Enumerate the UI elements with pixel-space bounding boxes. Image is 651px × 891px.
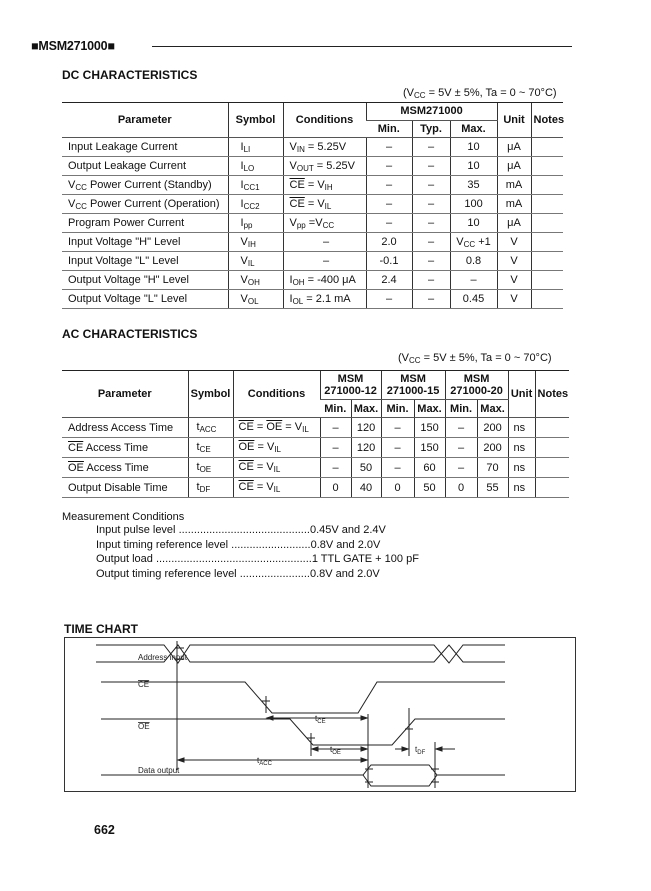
dc-cell-unit: μA	[497, 214, 531, 233]
page-number: 662	[94, 823, 115, 837]
ac-cell-value: 40	[351, 478, 381, 498]
dc-cell-notes	[531, 214, 563, 233]
dc-header-max: Max.	[450, 120, 497, 138]
ac-cell-value: 120	[351, 418, 381, 438]
dc-cell-max: –	[450, 271, 497, 290]
dc-cell-unit: V	[497, 252, 531, 271]
ac-header-parameter: Parameter	[62, 371, 188, 418]
ac-header-max-12: Max.	[351, 400, 381, 418]
ac-cell-conditions: $\overline{OE} = V_{IL}$	[233, 438, 320, 458]
dc-table-row	[62, 233, 563, 252]
ac-cell-value: –	[320, 418, 351, 438]
dc-cell-symbol: $V_{OH}$	[228, 271, 283, 290]
ac-header-max-20: Max.	[477, 400, 508, 418]
dc-cell-symbol: $V_{IH}$	[228, 233, 283, 252]
dc-cell-typ: –	[412, 233, 450, 252]
dc-table-row	[62, 138, 563, 157]
ac-cell-value: 0	[381, 478, 414, 498]
dc-cell-min: -0.1	[366, 252, 412, 271]
dc-cell-max: 35	[450, 176, 497, 195]
dc-cell-symbol: $I_{pp}$	[228, 214, 283, 233]
ac-cell-conditions: $\overline{CE} = \overline{OE} = V_{IL}$	[233, 418, 320, 438]
dc-cell-parameter: Input Voltage "L" Level	[62, 252, 228, 271]
tdf-label: $t_{DF}$	[415, 745, 426, 756]
ac-table-row	[62, 438, 569, 458]
ac-cell-value: 120	[351, 438, 381, 458]
dc-cell-typ: –	[412, 138, 450, 157]
dc-cell-symbol: $V_{IL}$	[228, 252, 283, 271]
dc-cell-parameter: Output Voltage "H" Level	[62, 271, 228, 290]
dc-cell-typ: –	[412, 176, 450, 195]
dc-cell-typ: –	[412, 252, 450, 271]
ac-cell-unit: ns	[508, 458, 535, 478]
ac-cell-parameter: $\overline{CE}$ Access Time	[62, 438, 188, 458]
dc-cell-max: $V_{CC} +1$	[450, 233, 497, 252]
dc-table-row	[62, 195, 563, 214]
ac-header-min-15: Min.	[381, 400, 414, 418]
dc-header-typ: Typ.	[412, 120, 450, 138]
ac-header-min-12: Min.	[320, 400, 351, 418]
ac-cell-value: –	[381, 458, 414, 478]
dc-cell-symbol: $I_{CC1}$	[228, 176, 283, 195]
part-number-header: ■MSM271000■	[31, 39, 115, 53]
dc-table-row	[62, 271, 563, 290]
ac-cell-value: –	[320, 458, 351, 478]
dc-cell-conditions: –	[283, 233, 366, 252]
dc-cell-parameter: Output Voltage "L" Level	[62, 290, 228, 309]
dc-cell-notes	[531, 176, 563, 195]
dc-cell-conditions: $\overline{CE} = V_{IL}$	[283, 195, 366, 214]
dc-cell-min: –	[366, 290, 412, 309]
dc-header-unit: Unit	[497, 103, 531, 138]
dc-header-parameter: Parameter	[62, 103, 228, 138]
ac-header-group-20: MSM 271000-20	[445, 371, 508, 400]
ac-cell-value: 50	[414, 478, 445, 498]
ac-cell-value: –	[320, 438, 351, 458]
ac-cell-parameter: Address Access Time	[62, 418, 188, 438]
dc-conditions: ($V_{CC} = 5V \pm 5\%$, Ta = 0 ~ 70°C)	[403, 87, 557, 100]
dc-cell-parameter: $V_{CC}$ Power Current (Operation)	[62, 195, 228, 214]
dc-cell-min: 2.4	[366, 271, 412, 290]
oe-label: OE	[138, 722, 150, 731]
ac-cell-parameter: $\overline{OE}$ Access Time	[62, 458, 188, 478]
dc-cell-unit: μA	[497, 157, 531, 176]
dc-table-row	[62, 176, 563, 195]
dc-cell-typ: –	[412, 195, 450, 214]
dc-header-min: Min.	[366, 120, 412, 138]
measurement-conditions	[62, 511, 419, 581]
address-input-label: Address input	[138, 653, 187, 662]
dc-cell-conditions: $\overline{CE} = V_{IH}$	[283, 176, 366, 195]
dc-cell-parameter: Program Power Current	[62, 214, 228, 233]
dc-cell-max: 0.45	[450, 290, 497, 309]
measurement-title: Measurement Conditions	[62, 511, 185, 523]
dc-title: DC CHARACTERISTICS	[62, 68, 198, 82]
time-chart-diagram	[65, 638, 575, 791]
dc-cell-notes	[531, 157, 563, 176]
dc-cell-symbol: $I_{CC2}$	[228, 195, 283, 214]
ac-cell-unit: ns	[508, 418, 535, 438]
ac-cell-value: –	[381, 418, 414, 438]
dc-cell-conditions: $V_{IN} = 5.25V$	[283, 138, 366, 157]
dc-table-row	[62, 290, 563, 309]
ac-cell-value: 70	[477, 458, 508, 478]
dc-cell-conditions: $V_{pp} =V_{CC}$	[283, 214, 366, 233]
ac-header-notes: Notes	[535, 371, 569, 418]
dc-cell-min: –	[366, 214, 412, 233]
ac-cell-value: 200	[477, 438, 508, 458]
ac-header-group-15: MSM 271000-15	[381, 371, 445, 400]
ac-header-symbol: Symbol	[188, 371, 233, 418]
ac-cell-value: –	[381, 438, 414, 458]
ac-table-row	[62, 478, 569, 498]
ac-cell-notes	[535, 438, 569, 458]
ac-cell-notes	[535, 418, 569, 438]
dc-cell-conditions: $V_{OUT} = 5.25V$	[283, 157, 366, 176]
ac-cell-conditions: $\overline{CE} = V_{IL}$	[233, 478, 320, 498]
ac-cell-value: –	[445, 458, 477, 478]
ac-cell-value: –	[445, 418, 477, 438]
dc-cell-symbol: $V_{OL}$	[228, 290, 283, 309]
ac-cell-notes	[535, 458, 569, 478]
dc-cell-notes	[531, 252, 563, 271]
dc-cell-typ: –	[412, 290, 450, 309]
ac-cell-value: 60	[414, 458, 445, 478]
dc-cell-notes	[531, 233, 563, 252]
dc-cell-parameter: $V_{CC}$ Power Current (Standby)	[62, 176, 228, 195]
dc-cell-min: –	[366, 157, 412, 176]
measurement-item: Output timing reference level ....................... 0.8V and 2.0V	[96, 567, 380, 580]
dc-table-row	[62, 157, 563, 176]
dc-cell-parameter: Output Leakage Current	[62, 157, 228, 176]
ac-cell-value: 150	[414, 418, 445, 438]
dc-cell-unit: mA	[497, 195, 531, 214]
ac-header-unit: Unit	[508, 371, 535, 418]
dc-cell-min: –	[366, 176, 412, 195]
ac-cell-value: 50	[351, 458, 381, 478]
measurement-item: Input timing reference level .......................... 0.8V and 2.0V	[96, 538, 381, 551]
dc-cell-min: 2.0	[366, 233, 412, 252]
dc-cell-conditions: –	[283, 252, 366, 271]
dc-cell-conditions: $I_{OL} = 2.1$ mA	[283, 290, 366, 309]
toe-label: $t_{OE}$	[330, 745, 341, 756]
dc-cell-max: 100	[450, 195, 497, 214]
dc-cell-symbol: $I_{LI}$	[228, 138, 283, 157]
dc-cell-parameter: Input Leakage Current	[62, 138, 228, 157]
dc-cell-typ: –	[412, 271, 450, 290]
dc-cell-conditions: $I_{OH} = -400$ μA	[283, 271, 366, 290]
dc-cell-max: 10	[450, 157, 497, 176]
dc-cell-max: 10	[450, 214, 497, 233]
ac-table-row	[62, 458, 569, 478]
dc-header-group: MSM271000	[366, 103, 497, 121]
dc-cell-min: –	[366, 138, 412, 157]
tacc-label: $t_{ACC}$	[257, 756, 272, 767]
ac-cell-notes	[535, 478, 569, 498]
ac-title: AC CHARACTERISTICS	[62, 327, 198, 341]
ac-cell-value: 150	[414, 438, 445, 458]
dc-cell-typ: –	[412, 157, 450, 176]
dc-cell-unit: V	[497, 290, 531, 309]
ac-cell-unit: ns	[508, 478, 535, 498]
measurement-item: Input pulse level ........................................... 0.45V and 2.4V	[96, 524, 386, 536]
tce-label: $t_{CE}$	[315, 714, 326, 725]
dc-table-row	[62, 252, 563, 271]
dc-cell-max: 10	[450, 138, 497, 157]
ac-cell-value: –	[445, 438, 477, 458]
ac-cell-symbol: $t_{OE}$	[188, 458, 233, 478]
dc-cell-notes	[531, 290, 563, 309]
dc-cell-notes	[531, 195, 563, 214]
time-chart-title: TIME CHART	[64, 622, 138, 636]
dc-table-row	[62, 214, 563, 233]
ac-cell-parameter: Output Disable Time	[62, 478, 188, 498]
dc-table	[62, 102, 563, 309]
ac-header-min-20: Min.	[445, 400, 477, 418]
ac-header-group-12: MSM 271000-12	[320, 371, 381, 400]
dc-cell-notes	[531, 271, 563, 290]
dc-cell-unit: μA	[497, 138, 531, 157]
ac-cell-symbol: $t_{CE}$	[188, 438, 233, 458]
dc-header-conditions: Conditions	[283, 103, 366, 138]
ce-waveform	[101, 682, 505, 713]
ac-cell-value: 55	[477, 478, 508, 498]
ac-cell-symbol: $t_{DF}$	[188, 478, 233, 498]
dc-cell-symbol: $I_{LO}$	[228, 157, 283, 176]
dc-cell-typ: –	[412, 214, 450, 233]
dc-header-notes: Notes	[531, 103, 563, 138]
ac-cell-value: 200	[477, 418, 508, 438]
dc-cell-unit: mA	[497, 176, 531, 195]
dc-header-symbol: Symbol	[228, 103, 283, 138]
ac-header-conditions: Conditions	[233, 371, 320, 418]
ac-table-row	[62, 418, 569, 438]
dc-cell-parameter: Input Voltage "H" Level	[62, 233, 228, 252]
dc-cell-max: 0.8	[450, 252, 497, 271]
ac-cell-unit: ns	[508, 438, 535, 458]
measurement-item: Output load ................................................... 1 TTL GATE + 100 pF	[96, 553, 419, 565]
ce-label: CE	[138, 680, 150, 689]
header-rule	[152, 46, 572, 47]
time-chart-frame	[64, 637, 576, 792]
dc-cell-notes	[531, 138, 563, 157]
dc-cell-unit: V	[497, 271, 531, 290]
ac-cell-value: 0	[320, 478, 351, 498]
ac-cell-symbol: $t_{ACC}$	[188, 418, 233, 438]
ac-header-max-15: Max.	[414, 400, 445, 418]
dc-cell-min: –	[366, 195, 412, 214]
ac-cell-conditions: $\overline{CE} = V_{IL}$	[233, 458, 320, 478]
ac-cell-value: 0	[445, 478, 477, 498]
data-output-label: Data output	[138, 766, 180, 775]
ac-conditions: ($V_{CC} = 5V \pm 5\%$, Ta = 0 ~ 70°C)	[398, 352, 552, 365]
ac-table	[62, 370, 569, 498]
dc-cell-unit: V	[497, 233, 531, 252]
